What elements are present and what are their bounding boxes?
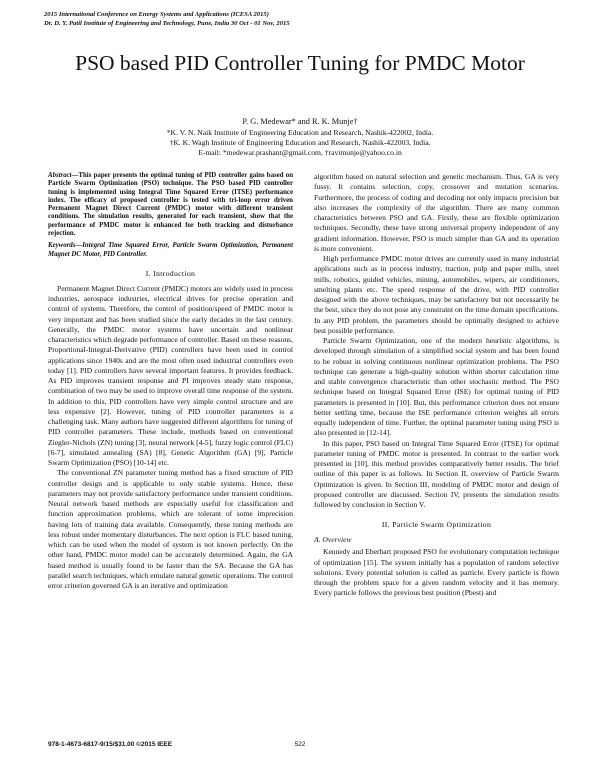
paragraph: Kennedy and Eberhart proposed PSO for evolutionary computation technique of optimization [15]. The system initially has a population of random selective solutions. Every potential solution is called as particle. Every particle is flown through the problem space for a given random velocity and it has memory. Every particle follows the previous best position (Pbest) and [314, 547, 559, 598]
right-column [314, 172, 559, 599]
abstract [48, 172, 293, 238]
keywords-text: —Integral Time Squared Error, Particle Swarm Optimization, Permanent Magnet DC Motor, PID Controller. [48, 242, 293, 258]
abstract-label: Abstract [48, 172, 72, 179]
paragraph: Particle Swarm Optimization, one of the modern heuristic algorithms, is developed through simulation of a simplified social system and has been found to be robust in solving continuous nonlinear optimization problems. The PSO technique can generate a high-quality solution within shorter calculation time and stable convergence characteristic than other stochastic method. The PSO technique based on Integral Squared Error (ISE) for optimal tuning of PID parameters is presented in [10]. But, this performance criterion does not ensure better settling time, because the ISE performance criterion weights all errors equally independent of time. Further, the optimal parameter tuning using PSO is also presented in [12-14]. [314, 336, 559, 438]
subsection-heading-overview: A. Overview [314, 535, 352, 545]
paragraph: The conventional ZN parameter tuning method has a fixed structure of PID controller design and is applicable to only stable systems. Hence, these parameters may not provide satisfactory performance under transient conditions. Neural network based methods are especially useful for classification and function approximation problems, which are tolerant of some imprecision having lots of training data available. Consequently, these tuning methods are less robust under momentary disturbances. The next option is FLC based tuning, which can be used when the model of system is not known perfectly. On the other hand, PMDC motor model can be accurately determined. Again, the GA based method is usually found to be faster than the SA. Because the GA has parallel search techniques, which emulate natural genetic operations. The control error criterion governed GA is an iterative and optimization [48, 468, 293, 591]
conference-venue: Dr. D. Y. Patil Institute of Engineering and Technology, Pune, India 30 Oct - 01 Nov, 2015 [44, 20, 290, 27]
keywords-label: Keywords [48, 242, 76, 250]
email-line: E-mail: *medewar.prashant@gmail.com, †ravimunje@yahoo.co.in [198, 147, 402, 157]
conference-header [44, 10, 290, 28]
section-heading-pso: II. Particle Swarm Optimization [381, 520, 492, 530]
keywords [48, 242, 293, 259]
paper-title: PSO based PID Controller Tuning for PMDC Motor [75, 51, 525, 75]
affiliations [0, 128, 600, 158]
left-column [48, 172, 293, 591]
paragraph: algorithm based on natural selection and genetic mechanism. Thus, GA is very fussy. It contains selection, copy, crossover and mutation scenarios. Furthermore, the process of coding and decoding not only impacts precision but also increases the complexity of the algorithm. There are many common characteristics between PSO and GA. Firstly, these are flexible optimization techniques. Secondly, these have strong universal property independent of any gradient information. However, PSO is much simpler than GA and its operation is more convenient. [314, 172, 559, 253]
abstract-text: —This paper presents the optimal tuning of PID controller gains based on Particle Swarm Optimization (PSO) technique. The PSO based PID controller tuning is implemented using Integral Time Squared Error (ITSE) performance index. The efficacy of proposed controller is tested with tri-loop error driven Permanent Magnet Direct Current (PMDC) motor with different transient conditions. The simulation results, generated for each transient, show that the performance of PMDC motor is enhanced for both tracking and disturbance rejection. [48, 172, 293, 238]
section-heading-introduction: I. Introduction [145, 268, 196, 278]
copyright-notice: 978-1-4673-6817-9/15/$31.00 ©2015 IEEE [48, 741, 173, 748]
page-number: 522 [294, 741, 306, 748]
paragraph: High performance PMDC motor drives are currently used in many industrial applications such as in process industry, traction, pulp and paper mills, steel mills, robotics, guided vehicles, mining, automobiles, wipers, air conditioners, smelting plants etc. The speed response of the drive, with PID controller designed with the above techniques, may be satisfactory but not necessarily be the best, since they do not pose any constraint on the time domain specifications. In any PID problem, the parameters should be optimally designed to achieve best possible performance. [314, 254, 559, 335]
paragraph: Permanent Magnet Direct Current (PMDC) motors are widely used in process industries, aerospace industries, electrical drives for precise operation and control of systems. Therefore, the control of position/speed of PMDC motor is very important and has been studied since the early decades in the last century. Generally, the PMDC motor systems have uncertain and nonlinear characteristics which degrade performance of controller. Based on these reasons, Proportional-Integral-Derivative (PID) controllers have been used in control applications since 1940s and are the most often used industrial controllers even today [1]. PID controllers have several important features. It provides feedback. As PID improves transient response and PI improves steady state response, combination of two may be used to improve overall time response of the system. In addition to this, PID controllers have very simple control structure and are less expensive [2]. However, tuning of PID controller parameters is a challenging task. Many authors have suggested different algorithms for tuning of PID controller parameters. These include, methods based on conventional Ziegler-Nichols (ZN) tuning [3], neural network [4-5], fuzzy logic control (FLC) [6-7], simulated annealing (SA) [8], Genetic Algorithm (GA) [9], Particle Swarm Optimization (PSO) [10-14] etc. [48, 283, 293, 468]
author-list: P. G. Medewar* and R. K. Munje† [242, 117, 358, 126]
affiliation-1: *K. V. N. Naik Institute of Engineering Education and Research, Nashik-422002, India. [166, 128, 434, 137]
paragraph: In this paper, PSO based on Integral Time Squared Error (ITSE) for optimal parameter tuning of PMDC motor is presented. In contrast to the earlier work presented in [10], this method provides comparatively better results. The brief outline of this paper is as follows. In Section II, overview of Particle Swarm Optimization is given. In Section III, modeling of PMDC motor and design of proposed controller are discussed. Section IV, presents the simulation results followed by conclusion in Section V. [314, 438, 559, 509]
conference-name: 2015 International Conference on Energy Systems and Applications (ICESA 2015) [44, 11, 269, 18]
affiliation-2: †K. K. Wagh Institute of Engineering Education and Research, Nashik-422003, India. [169, 137, 431, 147]
